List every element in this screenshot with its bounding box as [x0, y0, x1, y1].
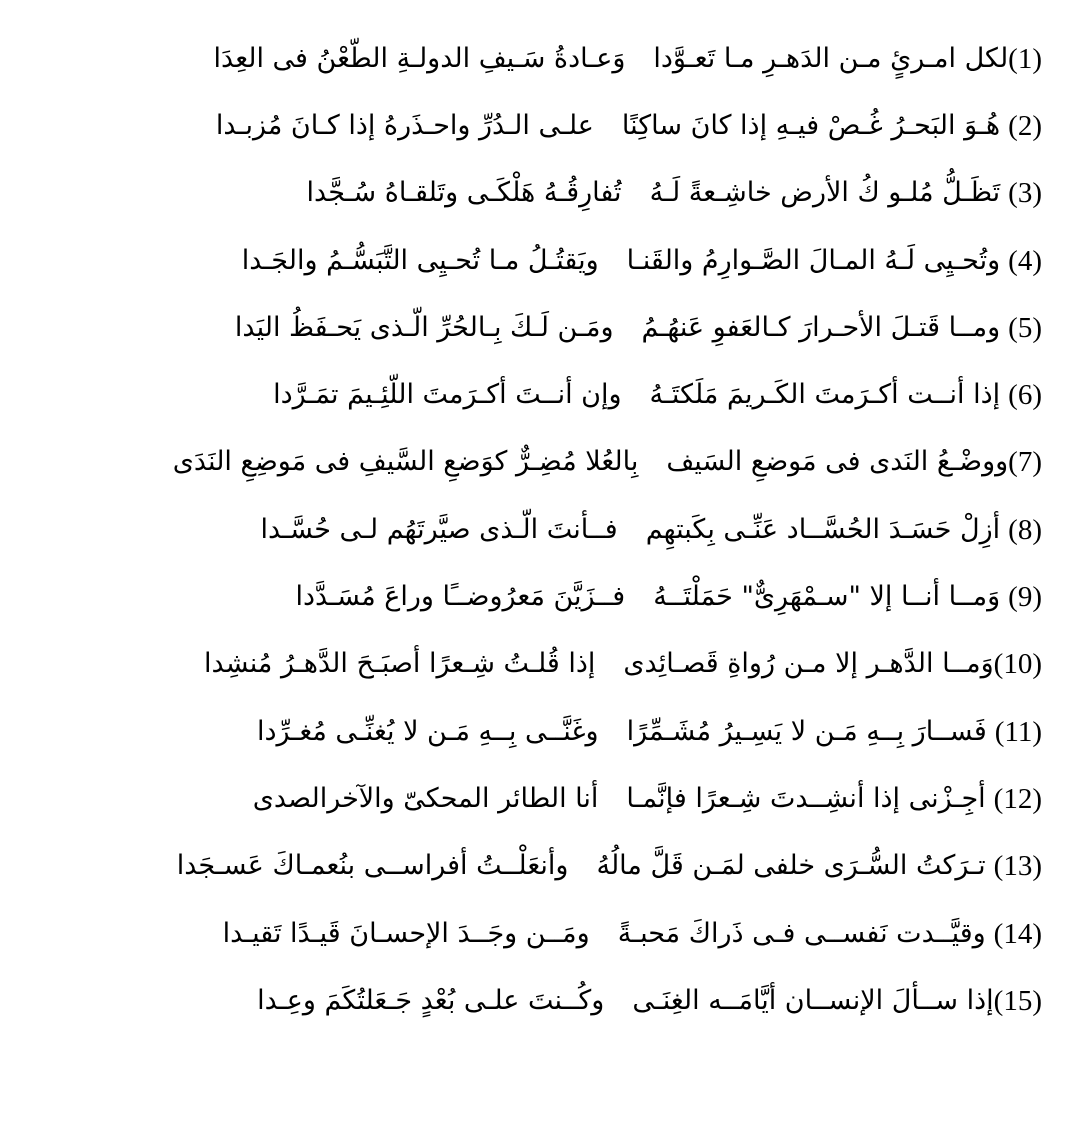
- verse-number: (6): [1008, 379, 1042, 412]
- first-hemistich: وقيَّــدت نَفســى فـى ذَراكَ مَحبـةً: [617, 917, 986, 949]
- verse-1: [0, 25, 1042, 92]
- second-hemistich: وأنعَلْــتُ أفراســى بنُعمـاكَ عَسـجَدا: [176, 850, 569, 882]
- verse-number: (8): [1008, 513, 1042, 546]
- first-hemistich: ووضْـعُ النَدى فى مَوضعِ السَيف: [666, 446, 1009, 478]
- first-hemistich: إذا أنــت أكـرَمتَ الكَـريمَ مَلَكتَـهُ: [649, 379, 1001, 411]
- first-hemistich: أزِلْ حَسَـدَ الحُسَّــاد عَنِّـى بِكَبتهِم: [645, 513, 1001, 545]
- verse-number: (9): [1008, 581, 1042, 614]
- verse-number: (13): [993, 850, 1042, 883]
- verse-number: (10): [993, 648, 1042, 681]
- verse-11: [0, 698, 1042, 765]
- first-hemistich: وَمــا أنــا إلا "سـمْهَرِىٌّ" حَمَلْتَــهُ: [653, 581, 1001, 613]
- verse-number: (1): [1008, 42, 1042, 75]
- verse-6: [0, 361, 1042, 428]
- first-hemistich: أجِـزْنى إذا أنشِــدتَ شِـعرًا فإنَّمـا: [626, 782, 986, 814]
- verse-number: (15): [993, 984, 1042, 1017]
- verse-number: (3): [1008, 177, 1042, 210]
- second-hemistich: وغَنَّــى بِــهِ مَـن لا يُغنِّـى مُغـرِّدا: [256, 715, 599, 747]
- verse-number: (11): [994, 715, 1042, 748]
- verse-14: [0, 900, 1042, 967]
- second-hemistich: وكُــنتَ علـى بُعْدٍ جَـعَلتُكَمَ وعِـدا: [257, 984, 605, 1016]
- verse-13: [0, 833, 1042, 900]
- verse-2: [0, 92, 1042, 159]
- verse-number: (2): [1008, 109, 1042, 142]
- second-hemistich: وَعـادةُ سَـيفِ الدولـةِ الطّعْنُ فى العِدَا: [213, 42, 626, 74]
- verse-4: [0, 227, 1042, 294]
- verse-number: (7): [1008, 446, 1042, 479]
- second-hemistich: إذا قُلـتُ شِـعرًا أصبَـحَ الدَّهـرُ مُنشِدا: [204, 648, 596, 680]
- second-hemistich: فــأنتَ الّـذى صيَّرتَهُم لـى حُسَّـدا: [260, 513, 618, 545]
- first-hemistich: وَمــا الدَّهـر إلا مـن رُواةِ قَصـائِدى: [623, 648, 994, 680]
- first-hemistich: تـرَكتُ السُّـرَى خلفى لمَـن قَلَّ مالُهُ: [596, 850, 986, 882]
- first-hemistich: ومــا قَتـلَ الأحـرارَ كـالعَفوِ عَنهُـمُ: [641, 311, 1001, 343]
- verse-number: (12): [993, 782, 1042, 815]
- first-hemistich: فَســارَ بِــهِ مَـن لا يَسِـيرُ مُشَـمِّرًا: [626, 715, 987, 747]
- first-hemistich: تَظَـلُّ مُلـو كُ الأرض خاشِـعةً لَـهُ: [649, 177, 1001, 209]
- second-hemistich: ومَـن لَـكَ بِـالحُرِّ الّـذى يَحـفَظُ اليَدا: [234, 311, 614, 343]
- verse-number: (4): [1008, 244, 1042, 277]
- verse-number: (14): [993, 917, 1042, 950]
- verse-12: [0, 765, 1042, 832]
- verse-5: [0, 294, 1042, 361]
- second-hemistich: وإن أنــتَ أكـرَمتَ اللّئِـيمَ تمَـرَّدا: [273, 379, 622, 411]
- first-hemistich: إذا ســألَ الإنســان أيَّامَــه الغِنَـى: [632, 984, 994, 1016]
- verse-3: [0, 160, 1042, 227]
- second-hemistich: بِالعُلا مُضِـرٌّ كوَضعِ السَّيفِ فى مَوضِعِ النَدَى: [172, 446, 639, 478]
- first-hemistich: لكل امـرئٍ مـن الدَهـرِ مـا تَعـوَّدا: [653, 42, 1009, 74]
- verse-number: (5): [1008, 311, 1042, 344]
- second-hemistich: فــزَيَّنَ مَعرُوضــًا وراعَ مُسَـدَّدا: [295, 581, 626, 613]
- verse-10: [0, 631, 1042, 698]
- second-hemistich: علـى الـدُرِّ واحـذَرهُ إذا كـانَ مُزبـدا: [215, 109, 594, 141]
- verse-7: [0, 429, 1042, 496]
- first-hemistich: هُـوَ البَحـرُ غُـصْ فيـهِ إذا كانَ ساكِنًا: [621, 109, 1001, 141]
- second-hemistich: ومَــن وجَــدَ الإحسـانَ قَيـدًا تَقيـدا: [222, 917, 590, 949]
- verse-15: [0, 967, 1042, 1034]
- first-hemistich: وتُحـيِى لَـهُ المـالَ الصَّـوارِمُ والقَنـا: [626, 244, 1001, 276]
- second-hemistich: تُفارِقُـهُ هَلْكَـى وتَلقـاهُ سُـجَّدا: [306, 177, 622, 209]
- second-hemistich: أنا الطائر المحكىّ والآخرالصدى: [252, 782, 599, 814]
- second-hemistich: ويَقتُـلُ مـا تُحـيِى التَّبَسُّـمُ والجَـدا: [241, 244, 599, 276]
- verse-8: [0, 496, 1042, 563]
- verse-9: [0, 563, 1042, 630]
- poem: [0, 25, 1042, 1034]
